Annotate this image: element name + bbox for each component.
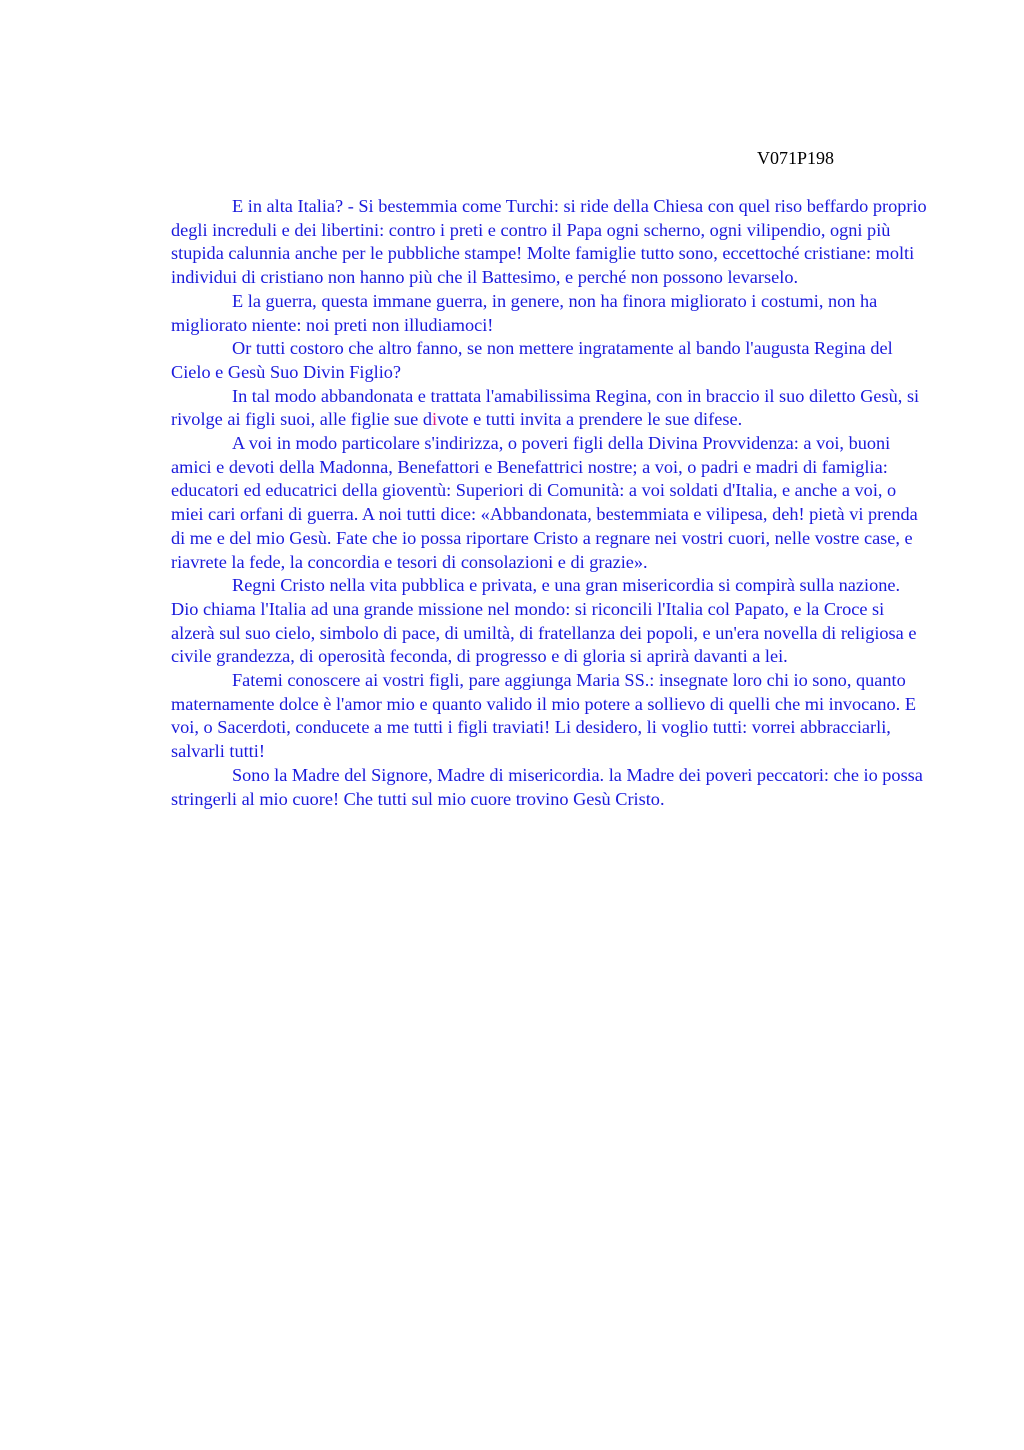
document-body bbox=[171, 195, 929, 811]
paragraph-text: vote e tutti invita a prendere le sue difese. bbox=[437, 409, 743, 430]
paragraph: Or tutti costoro che altro fanno, se non mettere ingratamente al bando l'augusta Regina del Cielo e Gesù Suo Divin Figlio? bbox=[171, 338, 893, 382]
paragraph: A voi in modo particolare s'indirizza, o poveri figli della Divina Provvidenza: a voi, buoni amici e devoti della Madonna, Benefattori e Benefattrici nostre; a voi, o padri e madri di famiglia: educatori ed educatrici della gioventù: Superiori di Comunità: a voi soldati d'Italia, e anche a voi, o miei cari orfani di guerra. A noi tutti dice: «Abbandonata, bestemmiata e vilipesa, deh! pietà vi prenda di me e del mio Gesù. Fate che io possa riportare Cristo a regnare nei vostri cuori, nelle vostre case, e riavrete la fede, la concordia e tesori di consolazioni e di grazie». bbox=[171, 433, 918, 572]
paragraph: E la guerra, questa immane guerra, in genere, non ha finora migliorato i costumi, non ha migliorato niente: noi preti non illudiamoci! bbox=[171, 290, 878, 335]
page-code: V071P198 bbox=[757, 148, 835, 168]
paragraph bbox=[171, 385, 929, 432]
paragraph-text: In tal modo abbandonata e trattata l'amabilissima Regina, con in braccio il suo diletto Gesù, si rivolge ai figli suoi, alle figlie sue d bbox=[171, 385, 920, 430]
highlighted-letter: i bbox=[431, 409, 438, 430]
paragraph: Sono la Madre del Signore, Madre di misericordia. la Madre dei poveri peccatori: che io possa stringerli al mio cuore! Che tutti sul mio cuore trovino Gesù Cristo. bbox=[171, 764, 923, 809]
paragraph: E in alta Italia? - Si bestemmia come Turchi: si ride della Chiesa con quel riso beffardo proprio degli increduli e dei libertini: contro i preti e contro il Papa ogni scherno, ogni vilipendio, ogni più stupida calunnia anche per le pubbliche stampe! Molte famiglie tutto sono, eccettoché cristiane: molti individui di cristiano non hanno più che il Battesimo, e perché non possono levarselo. bbox=[171, 196, 927, 288]
paragraph: Regni Cristo nella vita pubblica e privata, e una gran misericordia si compirà sulla nazione. Dio chiama l'Italia ad una grande missione nel mondo: si riconcili l'Italia col Papato, e la Croce si alzerà sul suo cielo, simbolo di pace, di umiltà, di fratellanza dei popoli, e un'era novella di religiosa e civile grandezza, di operosità feconda, di progresso e di gloria si aprirà davanti a lei. bbox=[171, 575, 917, 667]
paragraph: Fatemi conoscere ai vostri figli, pare aggiunga Maria SS.: insegnate loro chi io sono, quanto maternamente dolce è l'amor mio e quanto valido il mio potere a sollievo di quelli che mi invocano. E voi, o Sacerdoti, conducete a me tutti i figli traviati! Li desidero, li voglio tutti: vorrei abbracciarli, salvarli tutti! bbox=[171, 670, 916, 762]
